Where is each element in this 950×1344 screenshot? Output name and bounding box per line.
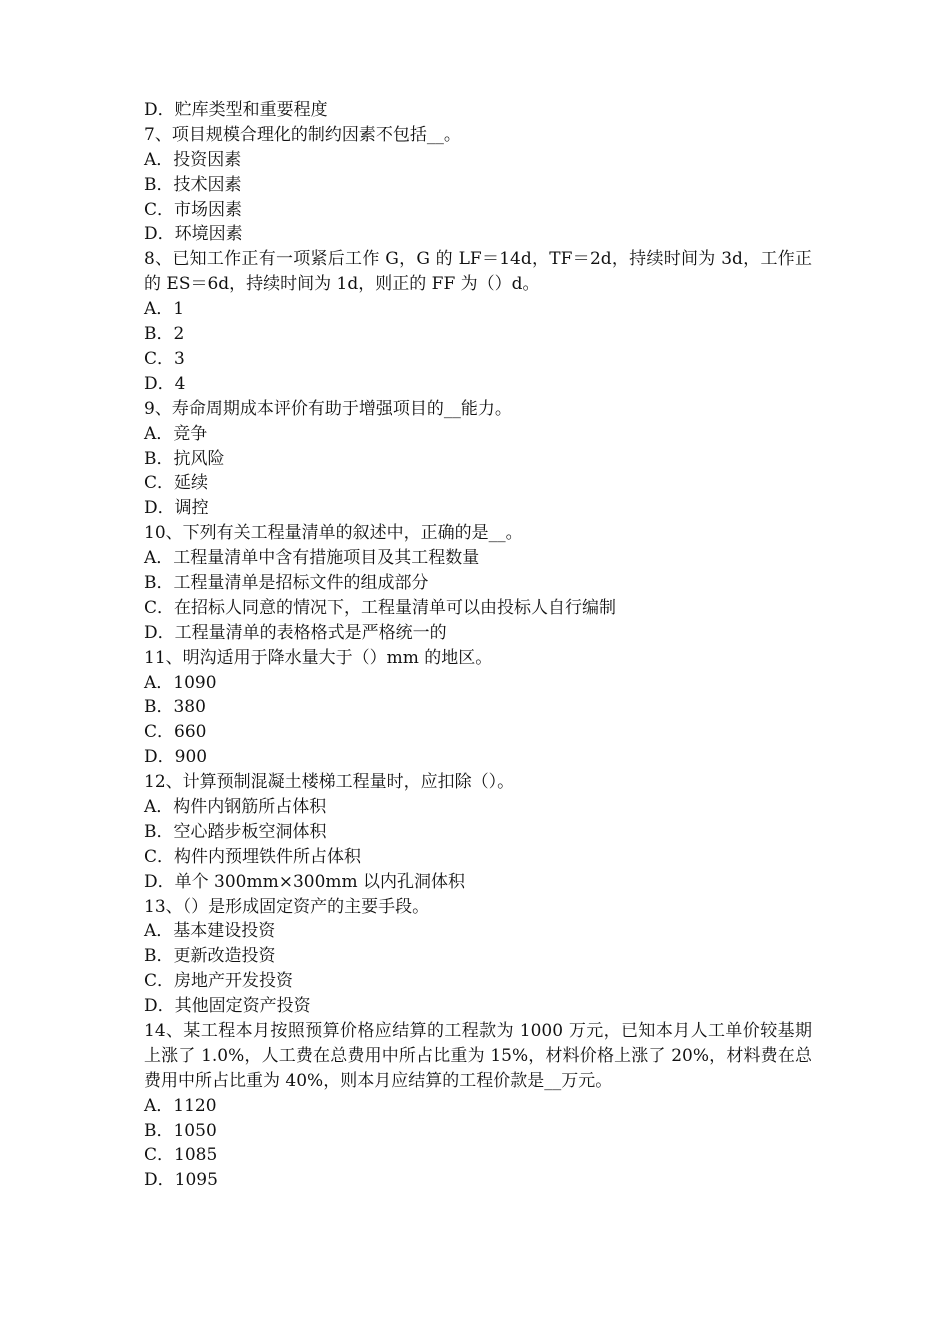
- option-b: B．抗风险: [144, 448, 225, 469]
- option-a: A．投资因素: [144, 149, 242, 170]
- question-12: [144, 770, 812, 894]
- option-b: B．更新改造投资: [144, 946, 276, 967]
- question-14: [144, 1019, 812, 1193]
- question-stem: 11、明沟适用于降水量大于（）mm 的地区。: [144, 647, 493, 668]
- option-c: C．房地产开发投资: [144, 971, 294, 992]
- question-11: [144, 646, 812, 770]
- question-9: [144, 397, 812, 521]
- option-d: D．单个 300mm×300mm 以内孔洞体积: [144, 871, 466, 892]
- question-13: [144, 895, 812, 1019]
- option-b: B．工程量清单是招标文件的组成部分: [144, 572, 429, 593]
- option-c: C．延续: [144, 473, 209, 494]
- question-stem: 12、计算预制混凝土楼梯工程量时，应扣除（）。: [144, 772, 515, 793]
- option-b: B．1050: [144, 1120, 217, 1141]
- option-b: B．技术因素: [144, 174, 242, 195]
- option-b: B．2: [144, 324, 185, 345]
- option-d: D．其他固定资产投资: [144, 996, 311, 1017]
- question-stem: 8、已知工作正有一项紧后工作 G，G 的 LF＝14d，TF＝2d，持续时间为 3d，工作正的 ES＝6d，持续时间为 1d，则正的 FF 为（）d。: [144, 249, 812, 295]
- question-stem: 13、（）是形成固定资产的主要手段。: [144, 896, 430, 917]
- option-d: D．工程量清单的表格格式是严格统一的: [144, 622, 447, 643]
- prev-question-option-d: D．贮库类型和重要程度: [144, 100, 328, 120]
- option-d: D．调控: [144, 498, 209, 519]
- question-stem: 7、项目规模合理化的制约因素不包括__。: [144, 124, 461, 145]
- option-d: D．900: [144, 747, 208, 768]
- question-10: [144, 521, 812, 645]
- option-c: C．市场因素: [144, 199, 243, 220]
- option-a: A．工程量清单中含有措施项目及其工程数量: [144, 548, 480, 569]
- option-a: A．基本建设投资: [144, 921, 276, 942]
- option-d: D．1095: [144, 1170, 218, 1191]
- option-c: C．构件内预埋铁件所占体积: [144, 846, 362, 867]
- option-d: D．环境因素: [144, 224, 243, 245]
- option-a: A．构件内钢筋所占体积: [144, 796, 327, 817]
- question-8: [144, 247, 812, 396]
- option-c: C．3: [144, 348, 185, 369]
- option-c: C．1085: [144, 1145, 218, 1166]
- option-a: A．1120: [144, 1095, 217, 1116]
- question-stem: 9、寿命周期成本评价有助于增强项目的__能力。: [144, 398, 512, 419]
- document-page: [144, 98, 812, 1193]
- option-a: A．1: [144, 299, 185, 320]
- option-d: D．4: [144, 373, 186, 394]
- option-b: B．空心踏步板空洞体积: [144, 821, 327, 842]
- option-c: C．660: [144, 722, 207, 743]
- option-b: B．380: [144, 697, 206, 718]
- option-c: C．在招标人同意的情况下，工程量清单可以由投标人自行编制: [144, 597, 617, 618]
- question-stem: 10、下列有关工程量清单的叙述中，正确的是__。: [144, 523, 523, 544]
- option-a: A．1090: [144, 672, 217, 693]
- option-a: A．竞争: [144, 423, 208, 444]
- question-7: [144, 123, 812, 247]
- question-stem: 14、某工程本月按照预算价格应结算的工程款为 1000 万元，已知本月人工单价较基期上涨了 1.0%，人工费在总费用中所占比重为 15%，材料价格上涨了 20%，材料费在总费用中所占比重为 40%，则本月应结算的工程价款是__万元。: [144, 1020, 812, 1091]
